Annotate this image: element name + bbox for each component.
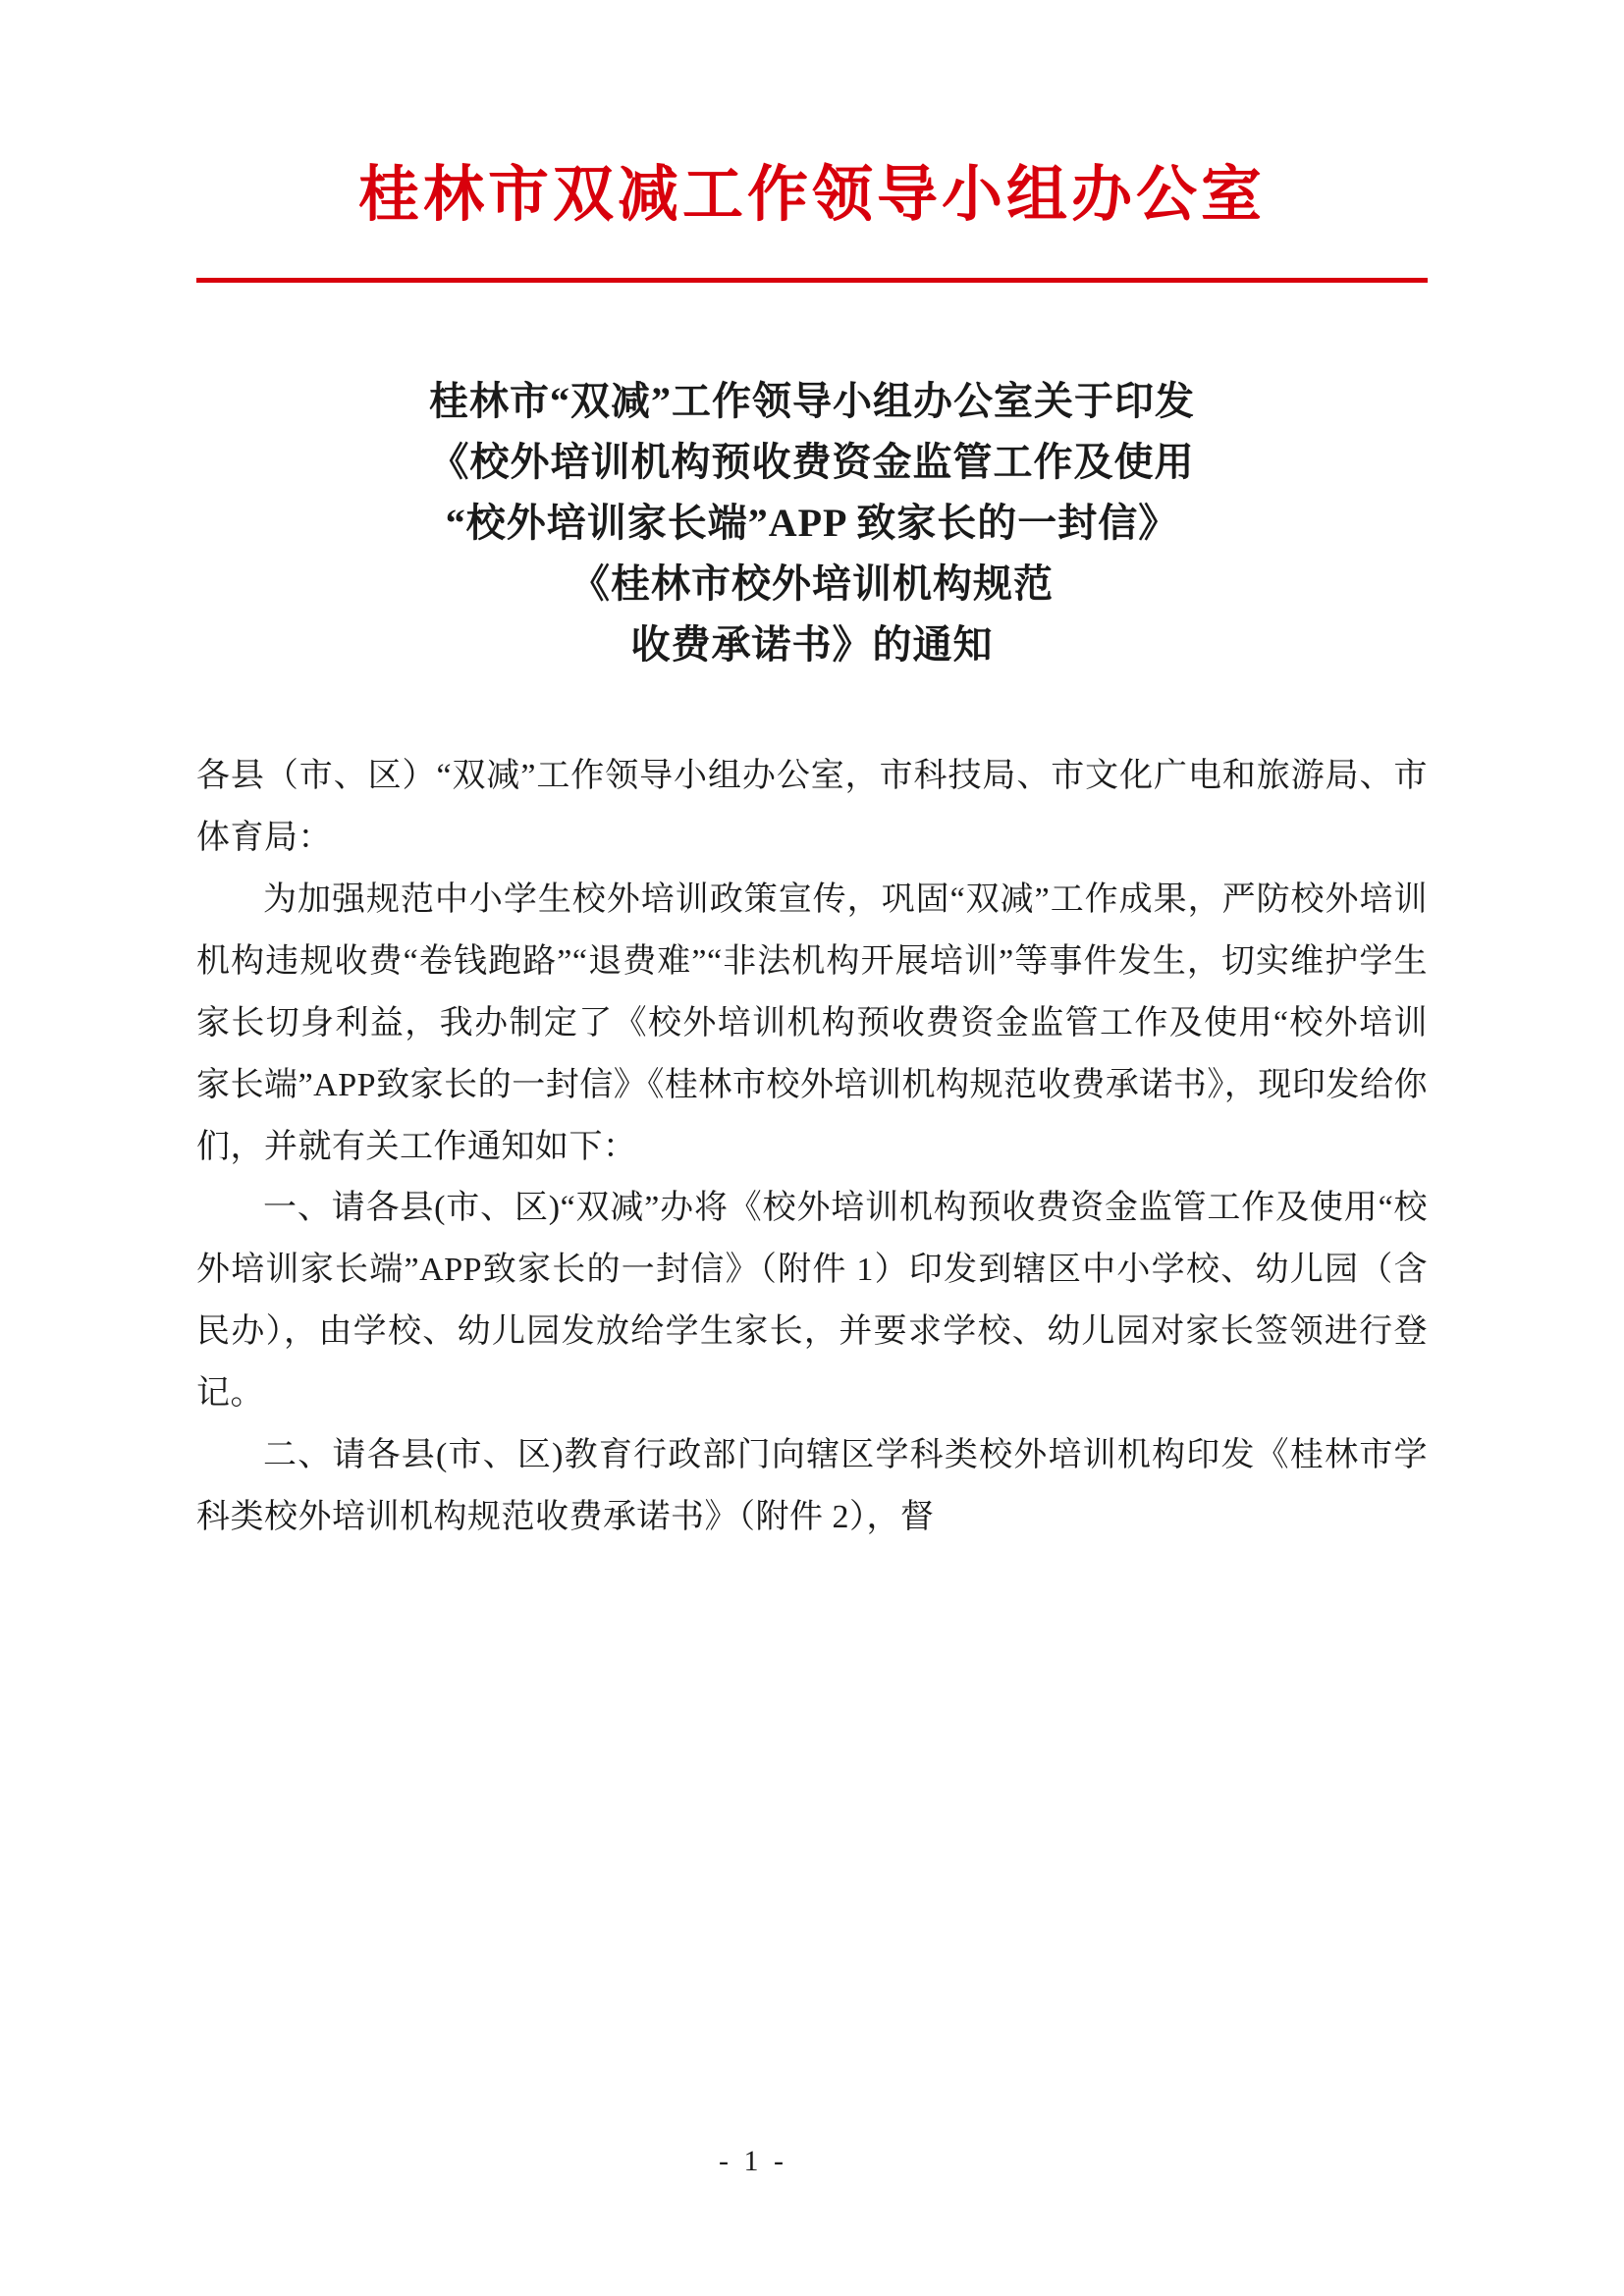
document-title bbox=[196, 371, 1428, 675]
issuing-organization: 桂林市双减工作领导小组办公室 bbox=[357, 162, 1266, 229]
title-line-5: 收费承诺书》的通知 bbox=[630, 622, 994, 667]
recipient-line: 各县（市、区）“双减”工作领导小组办公室，市科技局、市文化广电和旅游局、市体育局： bbox=[196, 758, 1428, 857]
letterhead bbox=[196, 162, 1428, 283]
document-body bbox=[196, 746, 1428, 1549]
body-paragraph-1: 为加强规范中小学生校外培训政策宣传，巩固“双减”工作成果，严防校外培训机构违规收费“卷钱跑路”“退费难”“非法机构开展培训”等事件发生，切实维护学生家长切身利益，我办制定了《校外培训机构预收费资金监管工作及使用“校外培训家长端”APP致家长的一封信》《桂林市校外培训机构规范收费承诺书》，现印发给你们，并就有关工作通知如下： bbox=[196, 881, 1428, 1165]
body-paragraph-3: 二、请各县(市、区)教育行政部门向辖区学科类校外培训机构印发《桂林市学科类校外培训机构规范收费承诺书》（附件 2），督 bbox=[196, 1436, 1428, 1535]
title-line-1: 桂林市“双减”工作领导小组办公室关于印发 bbox=[429, 379, 1195, 424]
title-line-2: 《校外培训机构预收费资金监管工作及使用 bbox=[429, 440, 1195, 485]
page-number: - 1 - bbox=[719, 2145, 787, 2177]
body-paragraph-2: 一、请各县(市、区)“双减”办将《校外培训机构预收费资金监管工作及使用“校外培训家长端”APP致家长的一封信》（附件 1）印发到辖区中小学校、幼儿园（含民办），由学校、幼儿园发放给学生家长，并要求学校、幼儿园对家长签领进行登记。 bbox=[196, 1190, 1428, 1413]
title-line-4: 《桂林市校外培训机构规范 bbox=[570, 561, 1054, 607]
letterhead-divider bbox=[196, 278, 1428, 283]
title-line-3: “校外培训家长端”APP 致家长的一封信》 bbox=[445, 501, 1179, 546]
